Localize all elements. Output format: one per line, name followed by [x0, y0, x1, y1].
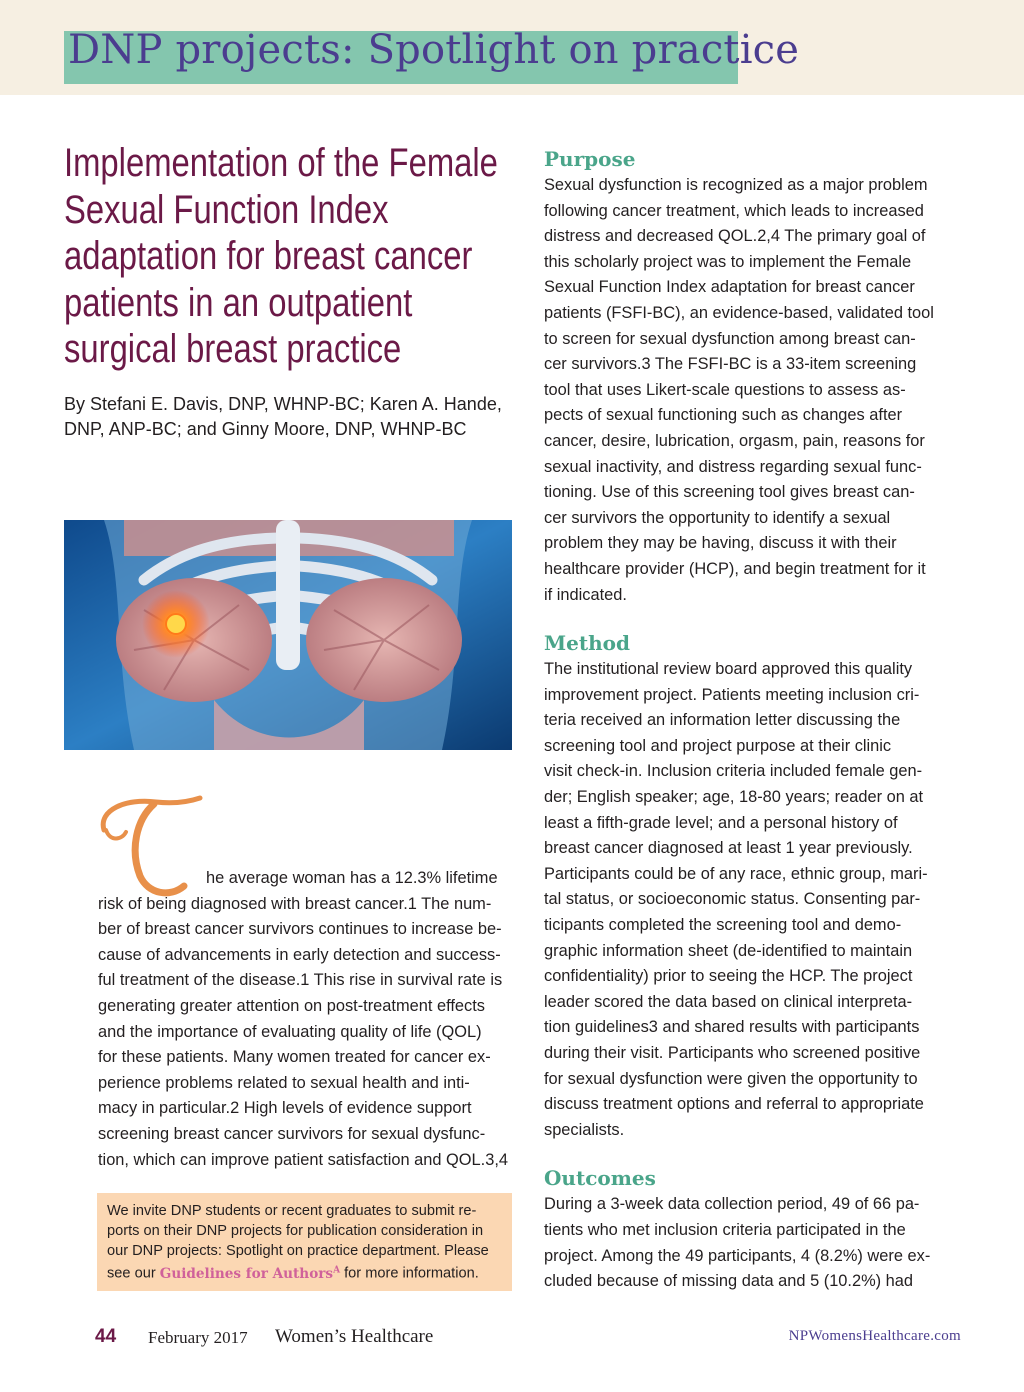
purpose-line: problem they may be having, discuss it with their: [544, 534, 897, 553]
method-line: leader scored the data based on clinical interpreta-: [544, 992, 913, 1011]
method-line: confidentiality) prior to seeing the HCP. The project: [544, 967, 913, 986]
page-number: 44: [95, 1326, 117, 1347]
method-line: screening tool and project purpose at their clinic: [544, 736, 892, 755]
method-line: tion guidelines3 and shared results with participants: [544, 1018, 920, 1037]
purpose-line: tool that uses Likert-scale questions to assess as-: [544, 380, 906, 399]
method-line: breast cancer diagnosed at least 1 year previously.: [544, 839, 913, 858]
outcomes-line: During a 3-week data collection period, 49 of 66 pa-: [544, 1195, 920, 1214]
intro-line: screening breast cancer survivors for sexual dysfunc-: [98, 1124, 486, 1143]
journal-url-link[interactable]: NPWomensHealthcare.com: [788, 1328, 961, 1344]
intro-paragraph: [98, 866, 512, 1173]
intro-line: perience problems related to sexual health and inti-: [98, 1073, 470, 1092]
title-line: patients in an outpatient: [64, 280, 413, 325]
guidelines-link-text[interactable]: Guidelines for Authors: [159, 1265, 334, 1282]
method-body: [544, 657, 964, 1143]
outcomes-line: tients who met inclusion criteria participated in the: [544, 1220, 906, 1239]
purpose-line: Sexual dysfunction is recognized as a major problem: [544, 176, 928, 194]
right-column: [544, 146, 964, 1295]
purpose-line: Sexual Function Index adaptation for breast cancer: [544, 278, 915, 297]
purpose-body: [544, 173, 964, 608]
callout-line: ports on their DNP projects for publication consideration in: [107, 1222, 484, 1239]
method-line: during their visit. Participants who screened positive: [544, 1044, 921, 1062]
title-line: adaptation for breast cancer: [64, 234, 473, 278]
method-line: discuss treatment options and referral to appropriate: [544, 1095, 924, 1114]
article-title: [64, 140, 507, 373]
method-line: for sexual dysfunction were given the opportunity to: [544, 1069, 918, 1088]
intro-line: he average woman has a 12.3% lifetime: [206, 869, 498, 887]
guidelines-link-marker[interactable]: A: [333, 1265, 341, 1276]
title-line: Implementation of the Female: [64, 141, 498, 185]
outcomes-line: cluded because of missing data and 5 (10.2%) had: [544, 1272, 914, 1291]
callout-line: our DNP projects: Spotlight on practice department. Please: [107, 1242, 489, 1259]
method-line: ticipants completed the screening tool and demo-: [544, 916, 902, 935]
purpose-line: healthcare provider (HCP), and begin treatment for it: [544, 559, 926, 578]
intro-line: tion, which can improve patient satisfaction and QOL.3,4: [98, 1150, 508, 1169]
purpose-line: following cancer treatment, which leads to increased: [544, 201, 924, 220]
method-line: specialists.: [544, 1120, 625, 1139]
intro-line: risk of being diagnosed with breast cancer.1 The num-: [98, 894, 492, 913]
method-line: der; English speaker; age, 18-80 years; reader on at: [544, 788, 924, 807]
method-line: visit check-in. Inclusion criteria included female gen-: [544, 762, 923, 781]
purpose-line: distress and decreased QOL.2,4 The primary goal of: [544, 227, 926, 246]
callout-line: [107, 1261, 502, 1284]
intro-line: ber of breast cancer survivors continues to increase be-: [98, 920, 502, 939]
byline-line: By Stefani E. Davis, DNP, WHNP-BC; Karen A. Hande,: [64, 394, 502, 414]
method-line: Participants could be of any race, ethnic group, mari-: [544, 864, 928, 883]
outcomes-body: [544, 1192, 964, 1294]
department-title: DNP projects: Spotlight on practice: [68, 27, 800, 73]
issue-date: February 2017: [148, 1328, 248, 1347]
callout-prefix: see our: [107, 1265, 160, 1282]
purpose-line: to screen for sexual dysfunction among breast can-: [544, 329, 916, 348]
method-line: tal status, or socioeconomic status. Consenting par-: [544, 890, 921, 909]
hero-illustration: [64, 520, 512, 750]
intro-line: for these patients. Many women treated for cancer ex-: [98, 1048, 491, 1067]
purpose-line: cer survivors.3 The FSFI-BC is a 33-item screening: [544, 355, 917, 374]
purpose-line: pects of sexual functioning such as changes after: [544, 406, 903, 425]
page-footer: [95, 1322, 965, 1352]
intro-line: ful treatment of the disease.1 This rise in survival rate is: [98, 971, 503, 990]
purpose-line: tioning. Use of this screening tool gives breast can-: [544, 483, 915, 502]
method-line: graphic information sheet (de-identified to maintain: [544, 941, 913, 960]
callout-line: We invite DNP students or recent graduates to submit re-: [107, 1203, 477, 1219]
intro-line: generating greater attention on post-treatment effects: [98, 996, 485, 1015]
intro-line: cause of advancements in early detection and success-: [98, 945, 501, 964]
byline-line: DNP, ANP-BC; and Ginny Moore, DNP, WHNP-BC: [64, 419, 467, 439]
method-line: The institutional review board approved this quality: [544, 660, 913, 679]
title-line: surgical breast practice: [64, 327, 402, 371]
purpose-line: cancer, desire, lubrication, orgasm, pain, reasons for: [544, 431, 925, 450]
purpose-heading: Purpose: [544, 147, 636, 171]
guidelines-link[interactable]: [160, 1266, 340, 1282]
author-byline: [64, 392, 504, 442]
submission-callout: [97, 1193, 512, 1291]
intro-line: and the importance of evaluating quality of life (QOL): [98, 1022, 482, 1041]
journal-name: Women’s Healthcare: [275, 1326, 434, 1347]
title-line: Sexual Function Index: [64, 187, 389, 232]
callout-suffix: for more information.: [340, 1265, 479, 1282]
intro-line: macy in particular.2 High levels of evidence support: [98, 1099, 472, 1118]
method-line: teria received an information letter discussing the: [544, 711, 901, 730]
purpose-line: if indicated.: [544, 585, 627, 604]
method-line: least a fifth-grade level; and a personal history of: [544, 813, 898, 832]
purpose-line: patients (FSFI-BC), an evidence-based, validated tool: [544, 303, 934, 322]
method-line: improvement project. Patients meeting inclusion cri-: [544, 685, 920, 704]
breast-anatomy-illustration-icon: [64, 520, 512, 750]
purpose-line: this scholarly project was to implement the Female: [544, 252, 912, 271]
outcomes-line: project. Among the 49 participants, 4 (8.2%) were ex-: [544, 1246, 931, 1265]
method-heading: Method: [544, 631, 630, 656]
outcomes-heading: Outcomes: [544, 1166, 656, 1191]
purpose-line: sexual inactivity, and distress regarding sexual func-: [544, 457, 922, 476]
purpose-line: cer survivors the opportunity to identify a sexual: [544, 508, 891, 527]
